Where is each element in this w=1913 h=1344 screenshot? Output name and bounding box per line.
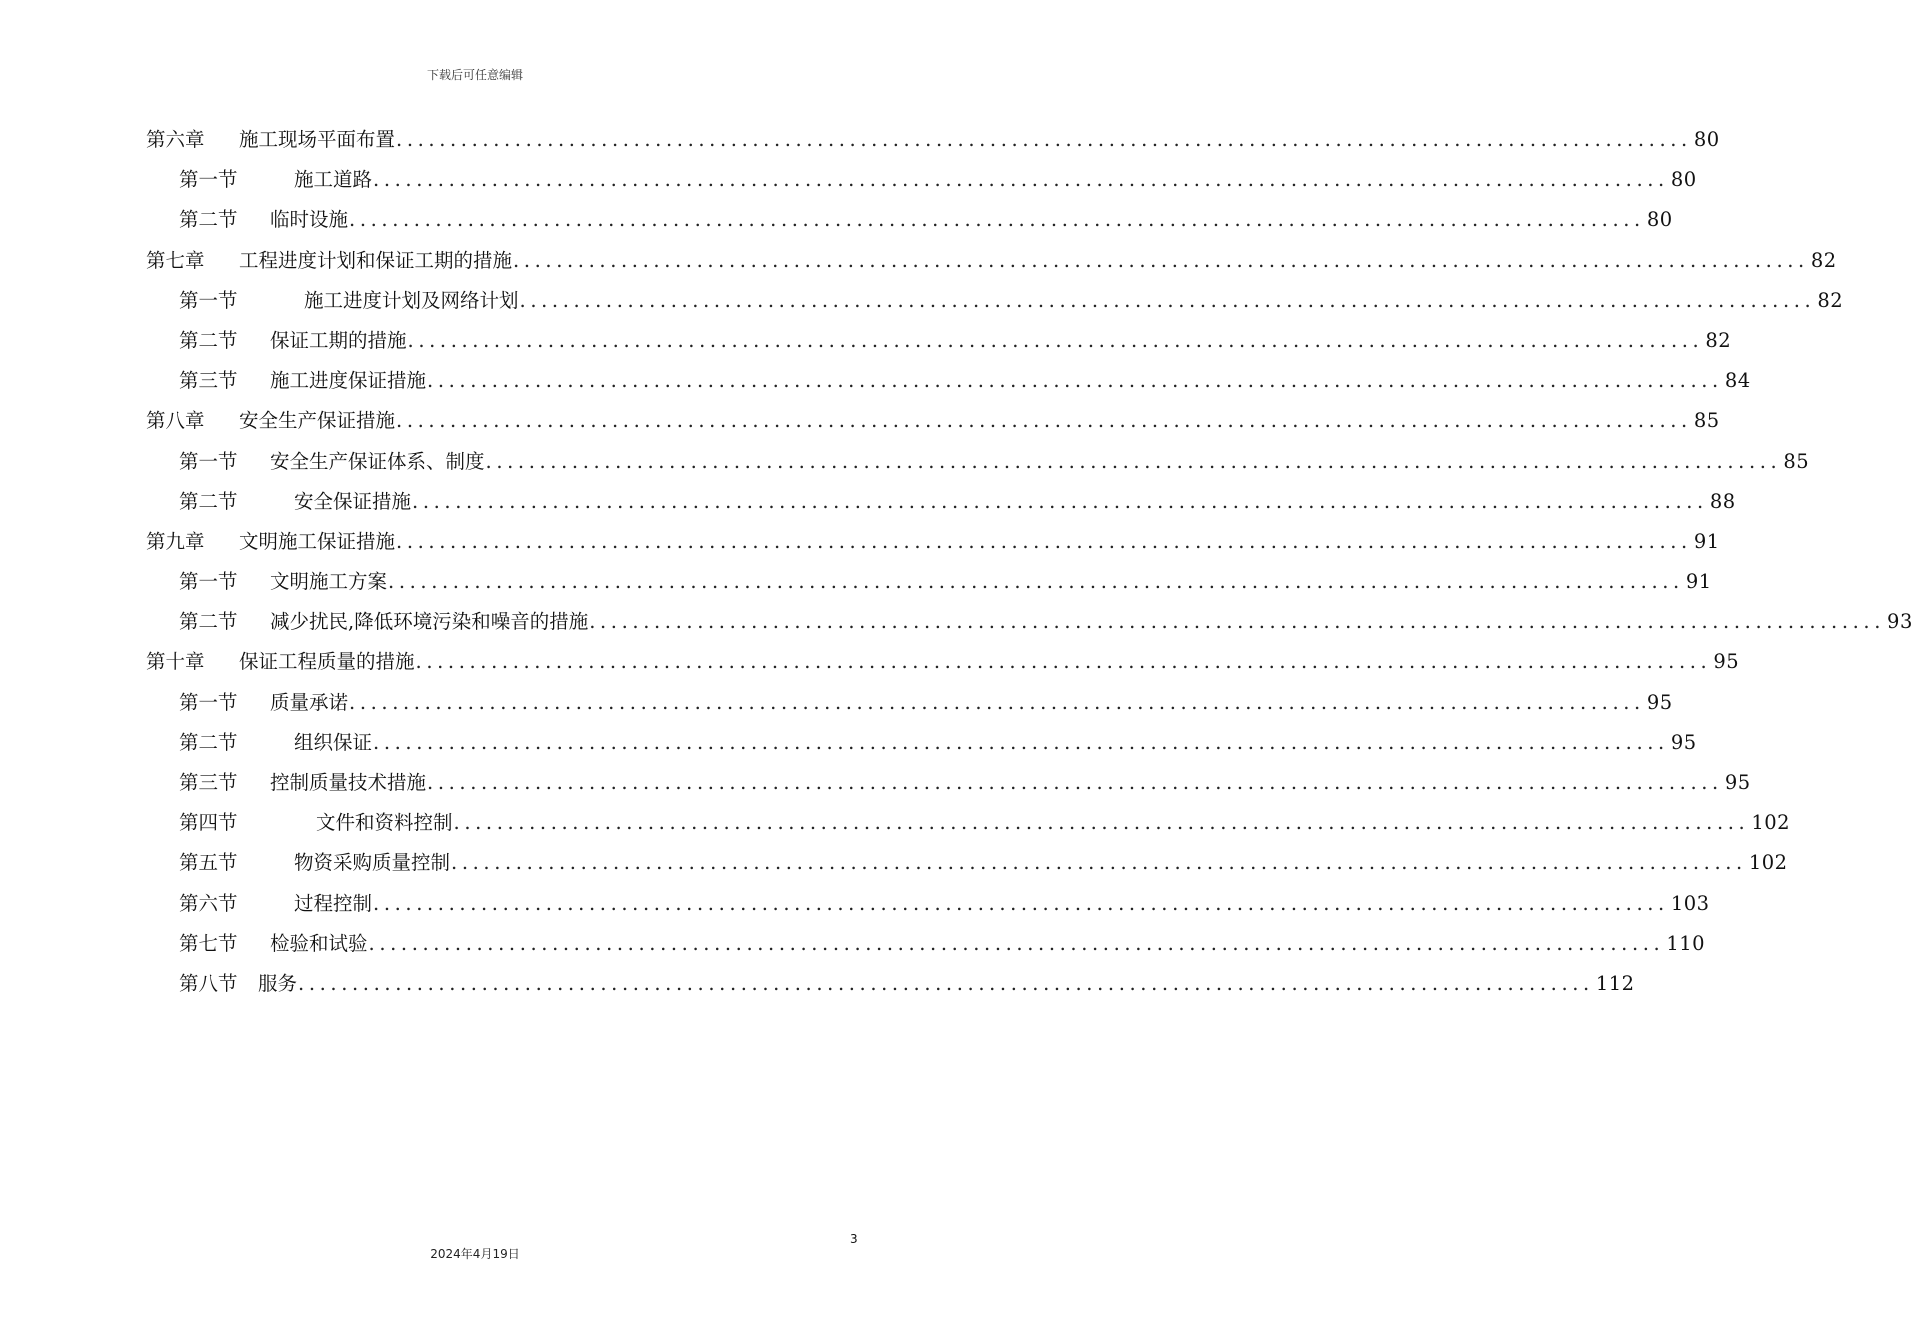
- toc-entry-page: 84: [1724, 369, 1751, 393]
- toc-entry-page: 82: [1817, 288, 1844, 312]
- toc-entry-number: 第二节: [179, 328, 238, 352]
- toc-entry-page: 95: [1713, 650, 1740, 674]
- toc-section-entry[interactable]: [146, 843, 1788, 883]
- toc-entry-page: 82: [1705, 328, 1732, 352]
- toc-entry-label: [179, 321, 407, 361]
- toc-entry-number: 第二节: [179, 208, 238, 232]
- toc-entry-number: 第二节: [179, 610, 238, 634]
- toc-section-entry[interactable]: [146, 361, 1751, 401]
- toc-section-entry[interactable]: [146, 763, 1751, 803]
- toc-section-entry[interactable]: [146, 602, 1913, 642]
- table-of-contents: [146, 120, 1913, 1004]
- toc-entry-number: 第三节: [179, 771, 238, 794]
- toc-entry-page: 102: [1748, 851, 1788, 875]
- toc-chapter-entry[interactable]: [146, 241, 1837, 281]
- toc-entry-label: [179, 602, 588, 642]
- toc-leader-dots: ........................................................................................................................: [513, 248, 1809, 272]
- toc-entry-title: 减少扰民,降低环境污染和噪音的措施: [270, 610, 589, 634]
- toc-entry-title: 质量承诺: [270, 690, 349, 714]
- toc-section-entry[interactable]: [146, 321, 1732, 361]
- toc-entry-label: [146, 401, 395, 441]
- toc-section-entry[interactable]: [146, 281, 1844, 321]
- toc-section-entry[interactable]: [146, 884, 1710, 924]
- toc-entry-page: 95: [1646, 690, 1673, 714]
- toc-entry-title: 组织保证: [294, 730, 373, 754]
- toc-entry-number: 第一节: [179, 690, 238, 714]
- toc-entry-number: 第六章: [146, 128, 205, 151]
- toc-entry-label: [179, 562, 387, 602]
- toc-entry-label: [179, 884, 372, 924]
- page-header: 下载后可任意编辑: [426, 68, 523, 82]
- toc-entry-page: 95: [1724, 771, 1751, 794]
- toc-entry-title: 安全保证措施: [294, 489, 412, 513]
- toc-section-entry[interactable]: [146, 482, 1736, 522]
- toc-entry-title: 文明施工保证措施: [239, 529, 396, 553]
- toc-leader-dots: ........................................................................................................................: [396, 529, 1692, 553]
- toc-leader-dots: ........................................................................................................................: [589, 610, 1886, 634]
- toc-leader-dots: ........................................................................................................................: [368, 931, 1665, 955]
- toc-entry-label: [179, 924, 368, 964]
- toc-entry-page: 80: [1670, 168, 1697, 192]
- toc-entry-page: 91: [1685, 570, 1712, 594]
- toc-entry-title: 工程进度计划和保证工期的措施: [239, 248, 513, 272]
- toc-chapter-entry[interactable]: [146, 401, 1720, 441]
- toc-leader-dots: ........................................................................................................................: [453, 811, 1750, 835]
- toc-chapter-entry[interactable]: [146, 120, 1720, 160]
- toc-entry-page: 102: [1751, 811, 1791, 835]
- toc-leader-dots: ........................................................................................................................: [412, 489, 1708, 513]
- toc-entry-page: 85: [1783, 449, 1810, 473]
- toc-leader-dots: ........................................................................................................................: [396, 128, 1692, 151]
- toc-entry-label: [179, 683, 348, 723]
- toc-entry-label: [179, 200, 348, 240]
- toc-entry-page: 85: [1693, 409, 1720, 433]
- toc-leader-dots: ........................................................................................................................: [373, 891, 1669, 915]
- toc-entry-page: 88: [1709, 489, 1736, 513]
- toc-entry-label: [179, 763, 426, 803]
- toc-entry-title: 保证工程质量的措施: [239, 650, 415, 674]
- toc-entry-page: 82: [1810, 248, 1837, 272]
- toc-leader-dots: ........................................................................................................................: [427, 369, 1723, 393]
- toc-section-entry[interactable]: [146, 803, 1791, 843]
- toc-entry-label: [179, 361, 426, 401]
- toc-section-entry[interactable]: [146, 562, 1712, 602]
- toc-entry-number: 第一节: [179, 570, 238, 594]
- toc-section-entry[interactable]: [146, 683, 1673, 723]
- toc-entry-title: 施工现场平面布置: [239, 128, 396, 151]
- toc-entry-number: 第十章: [146, 650, 205, 674]
- toc-entry-title: 安全生产保证体系、制度: [270, 449, 485, 473]
- toc-leader-dots: ........................................................................................................................: [396, 409, 1692, 433]
- toc-entry-number: 第二节: [179, 730, 238, 754]
- toc-entry-label: [179, 803, 453, 843]
- toc-entry-page: 103: [1670, 891, 1710, 915]
- toc-entry-label: [179, 160, 372, 200]
- toc-entry-title: 临时设施: [270, 208, 349, 232]
- toc-entry-title: 文明施工方案: [270, 570, 388, 594]
- toc-leader-dots: ........................................................................................................................: [485, 449, 1782, 473]
- toc-entry-page: 112: [1595, 971, 1635, 995]
- toc-section-entry[interactable]: [146, 160, 1697, 200]
- toc-entry-page: 110: [1666, 931, 1706, 955]
- footer-date: 2024年4月19日: [430, 1247, 520, 1261]
- toc-leader-dots: ........................................................................................................................: [388, 570, 1684, 594]
- toc-entry-page: 93: [1887, 610, 1913, 634]
- toc-entry-label: [146, 522, 395, 562]
- toc-entry-number: 第六节: [179, 891, 238, 915]
- toc-entry-label: [179, 442, 485, 482]
- page-number: 3: [850, 1232, 858, 1246]
- toc-entry-page: 95: [1670, 730, 1697, 754]
- toc-section-entry[interactable]: [146, 723, 1697, 763]
- toc-entry-page: 80: [1693, 128, 1720, 151]
- toc-entry-number: 第五节: [179, 851, 238, 875]
- toc-chapter-entry[interactable]: [146, 642, 1740, 682]
- toc-entry-number: 第三节: [179, 369, 238, 393]
- toc-entry-number: 第一节: [179, 168, 238, 192]
- toc-entry-number: 第二节: [179, 489, 238, 513]
- toc-leader-dots: ........................................................................................................................: [349, 690, 1645, 714]
- toc-entry-label: [179, 281, 519, 321]
- toc-entry-title: 文件和资料控制: [316, 811, 453, 835]
- toc-entry-title: 检验和试验: [270, 931, 368, 955]
- toc-entry-page: 91: [1693, 529, 1720, 553]
- toc-entry-title: 施工进度保证措施: [270, 369, 427, 393]
- toc-entry-number: 第七节: [179, 931, 238, 955]
- toc-entry-label: [179, 723, 372, 763]
- toc-entry-number: 第四节: [179, 811, 238, 835]
- toc-leader-dots: ........................................................................................................................: [373, 168, 1669, 192]
- toc-entry-title: 物资采购质量控制: [294, 851, 451, 875]
- toc-leader-dots: ........................................................................................................................: [415, 650, 1712, 674]
- toc-section-entry[interactable]: [146, 924, 1706, 964]
- toc-entry-title: 服务: [258, 971, 298, 995]
- toc-leader-dots: ........................................................................................................................: [349, 208, 1645, 232]
- toc-leader-dots: ........................................................................................................................: [451, 851, 1747, 875]
- toc-section-entry[interactable]: [146, 442, 1810, 482]
- toc-entry-page: 80: [1646, 208, 1673, 232]
- toc-section-entry[interactable]: [146, 964, 1635, 1004]
- toc-entry-number: 第八章: [146, 409, 205, 433]
- toc-section-entry[interactable]: [146, 200, 1673, 240]
- toc-leader-dots: ........................................................................................................................: [407, 328, 1704, 352]
- toc-leader-dots: ........................................................................................................................: [298, 971, 1594, 995]
- toc-entry-title: 安全生产保证措施: [239, 409, 396, 433]
- toc-chapter-entry[interactable]: [146, 522, 1720, 562]
- toc-entry-title: 施工进度计划及网络计划: [304, 288, 519, 312]
- toc-leader-dots: ........................................................................................................................: [519, 288, 1816, 312]
- toc-entry-label: [146, 120, 395, 160]
- toc-entry-label: [179, 964, 297, 1004]
- toc-entry-label: [146, 241, 512, 281]
- toc-leader-dots: ........................................................................................................................: [373, 730, 1669, 754]
- toc-entry-number: 第八节: [179, 971, 238, 995]
- toc-entry-number: 第七章: [146, 248, 205, 272]
- toc-entry-label: [179, 843, 450, 883]
- toc-entry-label: [146, 642, 415, 682]
- toc-leader-dots: ........................................................................................................................: [427, 771, 1723, 794]
- toc-entry-label: [179, 482, 411, 522]
- toc-entry-number: 第一节: [179, 288, 238, 312]
- toc-entry-title: 保证工期的措施: [270, 328, 407, 352]
- toc-entry-title: 施工道路: [294, 168, 373, 192]
- toc-entry-title: 控制质量技术措施: [270, 771, 427, 794]
- toc-entry-number: 第一节: [179, 449, 238, 473]
- toc-entry-title: 过程控制: [294, 891, 373, 915]
- toc-entry-number: 第九章: [146, 529, 205, 553]
